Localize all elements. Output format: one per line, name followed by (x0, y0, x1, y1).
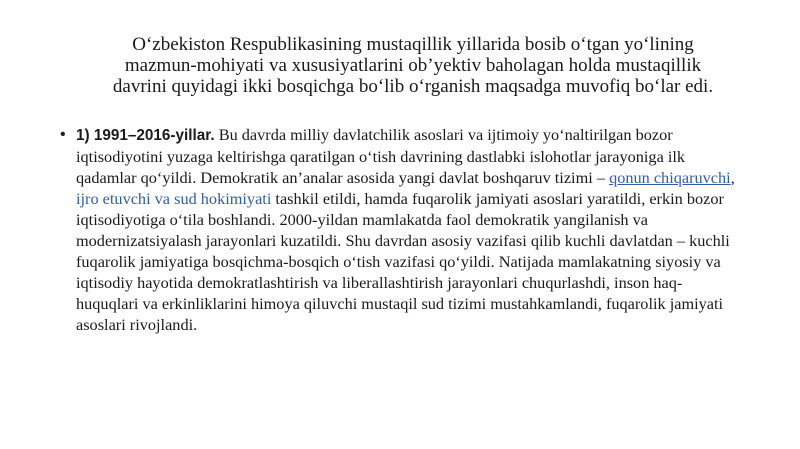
bullet-lead-label: 1) 1991–2016-yillar. (76, 127, 215, 144)
link-executive-judicial[interactable]: ijro etuvchi va sud hokimiyati (76, 189, 272, 208)
link-legislative[interactable]: qonun chiqaruvchi (609, 168, 731, 187)
bullet-list (0, 124, 800, 335)
bullet-marker: • (60, 126, 66, 143)
link-separator: , (730, 168, 735, 187)
bullet-item-period-1 (0, 124, 800, 335)
bullet-text-intro: Bu davrda milliy davlatchilik asoslari va ijtimoiy yo‘naltirilgan bozor iqtisodiyotini yuzaga keltirishga qaratilgan o‘tish davrining dastlabki islohotlar jarayoniga ilk qadamlar qo‘yildi. Demokratik an’analar asosida yangi davlat boshqaruv tizimi – (76, 125, 686, 187)
bullet-text-rest: tashkil etildi, hamda fuqarolik jamiyati asoslari yaratildi, erkin bozor iqtisodiyotiga o‘tila boshlandi. 2000-yildan mamlakatda faol demokratik yangilanish va modernizatsiyalash jarayonlari kuzatildi. Shu davrdan asosiy vazifasi qilib kuchli davlatdan – kuchli fuqarolik jamiyatiga bosqichma-bosqich o‘tish vazifasi qo‘yildi. Natijada mamlakatning siyosiy va iqtisodiy hayotida demokratlashtirish va liberallashtirish jarayonlari chuqurlashdi, inson haq-huquqlari va erkinliklarini himoya qiluvchi mustaqil sud tizimi mustahkamlandi, fuqarolik jamiyati asoslari rivojlandi. (76, 189, 730, 334)
slide-heading: O‘zbekiston Respublikasining mustaqillik yillarida bosib o‘tgan yo‘lining mazmun-mohiyati va xususiyatlarini ob’yektiv baholagan holda mustaqillik davrini quyidagi ikki bosqichga bo‘lib o‘rganish maqsadga muvofiq bo‘lar edi. (112, 34, 714, 97)
